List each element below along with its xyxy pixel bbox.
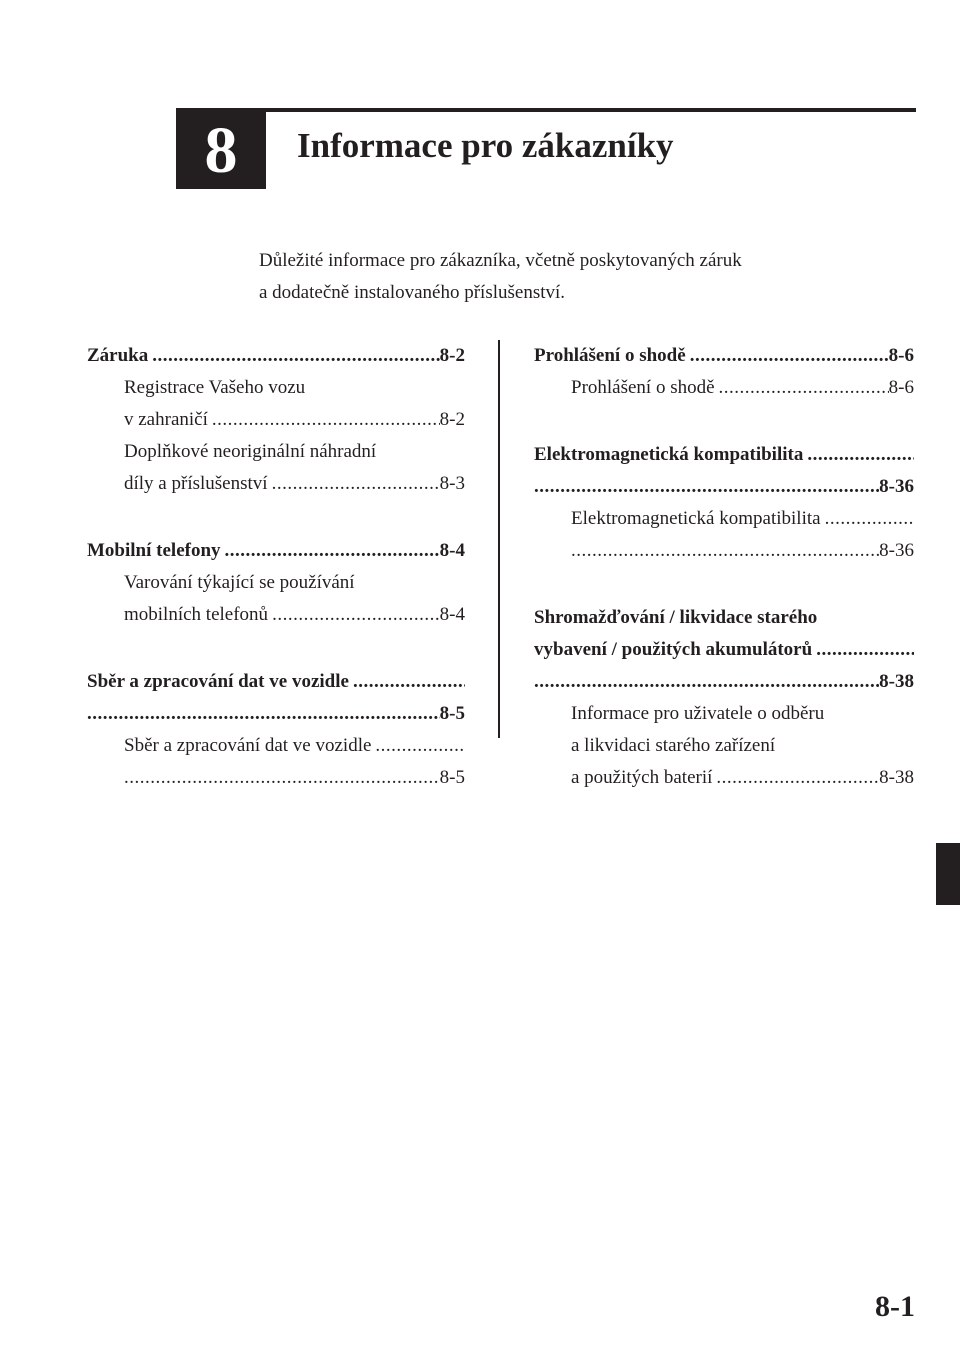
heading-line-text: Sběr a zpracování dat ve vozidle	[87, 671, 349, 692]
dot-leader	[221, 535, 440, 567]
dot-leader	[371, 730, 465, 762]
dot-leader	[821, 503, 914, 535]
chapter-number: 8	[204, 113, 238, 187]
subentry-page-line-page: 8-5	[439, 767, 465, 788]
subentry-line-page: 8-4	[439, 604, 465, 625]
chapter-title: Informace pro zákazníky	[297, 126, 674, 165]
toc-section-heading	[534, 340, 914, 372]
heading-line-text: vybavení / použitých akumulátorů	[534, 639, 813, 660]
toc-subentries	[87, 730, 465, 794]
heading-page-line	[87, 698, 465, 730]
subentry-line-text: díly a příslušenství	[124, 473, 268, 494]
toc-left-column	[87, 340, 465, 829]
heading-line-text: Prohlášení o shodě	[534, 345, 686, 366]
heading-line-page: 8-6	[888, 345, 914, 366]
subentry-line	[124, 599, 465, 631]
subentry-line-text: Informace pro uživatele o odběru	[571, 703, 825, 724]
subentry-line-text: mobilních telefonů	[124, 604, 269, 625]
subentry-line-text: Prohlášení o shodě	[571, 377, 715, 398]
subentry-line	[571, 730, 914, 762]
chapter-intro	[259, 245, 742, 309]
subentry-line-text: a použitých baterií	[571, 767, 713, 788]
heading-page-line	[534, 666, 914, 698]
subentry-line-page: 8-6	[888, 377, 914, 398]
subentry-line-page: 8-2	[439, 409, 465, 430]
dot-leader	[124, 762, 440, 794]
dot-leader	[571, 535, 879, 567]
subentry-line-text: Doplňkové neoriginální náhradní	[124, 441, 377, 462]
dot-leader	[534, 666, 879, 698]
toc-section-heading	[534, 439, 914, 503]
subentry-line-page: 8-3	[439, 473, 465, 494]
intro-line: Důležité informace pro zákazníka, včetně poskytovaných záruk	[259, 250, 742, 271]
toc-section	[87, 535, 465, 631]
heading-line	[534, 634, 914, 666]
subentry-line	[124, 372, 465, 404]
toc-subentries	[534, 372, 914, 404]
subentry-line-text: Varování týkající se používání	[124, 572, 355, 593]
dot-leader	[686, 340, 889, 372]
chapter-number-box	[176, 112, 266, 189]
heading-line-text: Elektromagnetická kompatibilita	[534, 444, 804, 465]
dot-leader	[87, 698, 440, 730]
heading-line-page: 8-4	[439, 540, 465, 561]
subentry-page-line	[571, 535, 914, 567]
toc-subentries	[534, 698, 914, 794]
heading-line	[87, 340, 465, 372]
heading-page-line-page: 8-36	[879, 476, 914, 497]
subentry-line-text: Elektromagnetická kompatibilita	[571, 508, 821, 529]
toc-section-heading	[87, 535, 465, 567]
subentry-page-line-page: 8-36	[879, 540, 914, 561]
dot-leader	[148, 340, 439, 372]
subentry-line	[571, 372, 914, 404]
toc-section	[87, 340, 465, 500]
toc-right-column	[534, 340, 914, 829]
heading-line	[87, 535, 465, 567]
subentry-line-text: v zahraničí	[124, 409, 208, 430]
toc-section-heading	[534, 602, 914, 698]
subentry-line	[124, 567, 465, 599]
dot-leader	[208, 404, 440, 436]
dot-leader	[803, 439, 914, 471]
subentry-line-text: a likvidaci starého zařízení	[571, 735, 776, 756]
heading-line-text: Záruka	[87, 345, 149, 366]
heading-page-line-page: 8-38	[879, 671, 914, 692]
heading-line-page: 8-2	[439, 345, 465, 366]
dot-leader	[812, 634, 914, 666]
intro-line: a dodatečně instalovaného příslušenství.	[259, 282, 566, 303]
toc-section	[87, 666, 465, 794]
heading-page-line-page: 8-5	[439, 703, 465, 724]
column-divider	[498, 340, 500, 738]
chapter-rule	[176, 108, 916, 112]
toc-section	[534, 602, 914, 794]
toc-subentries	[87, 567, 465, 631]
chapter-thumb-tab	[936, 843, 960, 905]
dot-leader	[715, 372, 889, 404]
dot-leader	[268, 599, 440, 631]
subentry-line	[124, 404, 465, 436]
subentry-line	[571, 762, 914, 794]
heading-line-text: Shromažďování / likvidace starého	[534, 607, 818, 628]
toc-subentries	[87, 372, 465, 500]
heading-line	[534, 340, 914, 372]
subentry-line-text: Sběr a zpracování dat ve vozidle	[124, 735, 372, 756]
subentry-line	[124, 436, 465, 468]
toc-subentries	[534, 503, 914, 567]
heading-page-line	[534, 471, 914, 503]
subentry-line	[124, 730, 465, 762]
subentry-line-page: 8-38	[879, 767, 914, 788]
subentry-page-line	[124, 762, 465, 794]
toc-section	[534, 439, 914, 567]
heading-line	[534, 602, 914, 634]
dot-leader	[268, 468, 440, 500]
dot-leader	[349, 666, 465, 698]
page-number: 8-1	[875, 1290, 915, 1323]
toc-section-heading	[87, 340, 465, 372]
subentry-line	[571, 698, 914, 730]
dot-leader	[534, 471, 879, 503]
toc-section	[534, 340, 914, 404]
subentry-line-text: Registrace Vašeho vozu	[124, 377, 306, 398]
heading-line	[534, 439, 914, 471]
subentry-line	[571, 503, 914, 535]
heading-line	[87, 666, 465, 698]
dot-leader	[712, 762, 879, 794]
subentry-line	[124, 468, 465, 500]
toc-section-heading	[87, 666, 465, 730]
heading-line-text: Mobilní telefony	[87, 540, 221, 561]
